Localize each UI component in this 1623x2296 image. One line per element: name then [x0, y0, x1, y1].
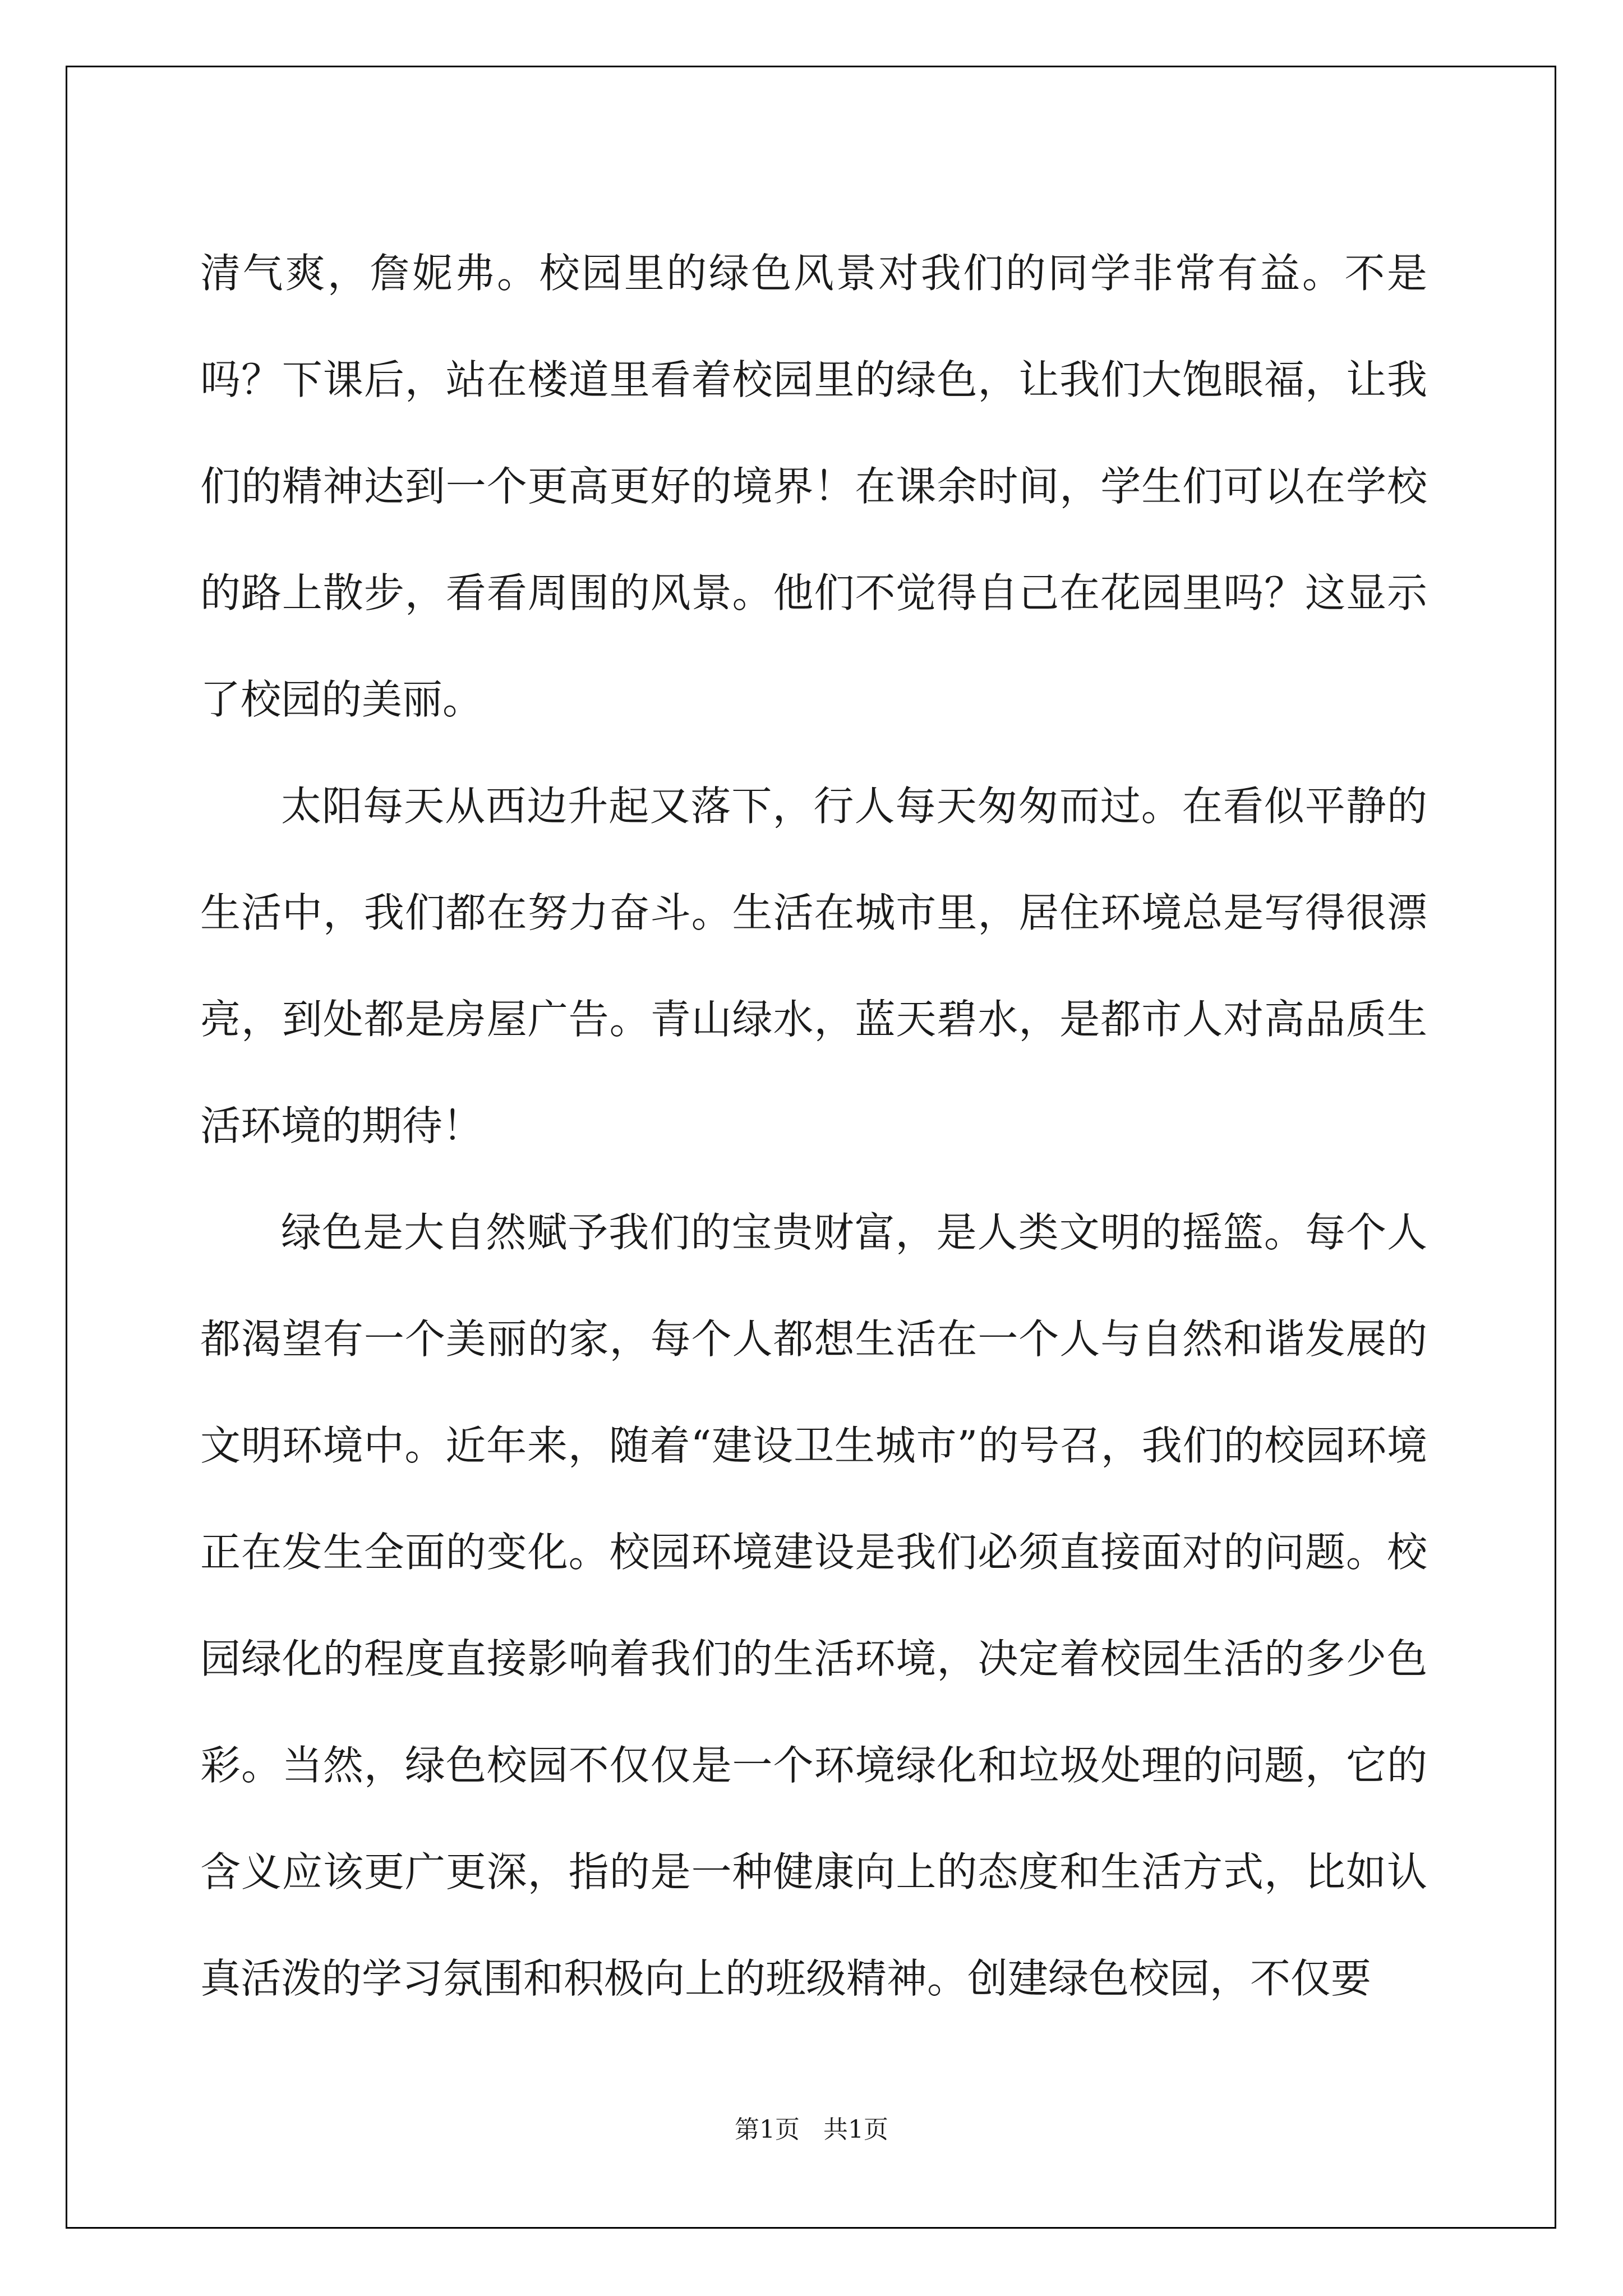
- paragraph-2: 太阳每天从西边升起又落下，行人每天匆匆而过。在看似平静的生活中，我们都在努力奋斗。生活在城市里，居住环境总是写得很漂亮，到处都是房屋广告。青山绿水，蓝天碧水，是都市人对高品质生活环境的期待！: [200, 783, 1427, 1149]
- page-footer: 第1页 共1页: [735, 2115, 888, 2144]
- document-body: [200, 220, 1427, 2032]
- paragraph-1: 清气爽，詹妮弗。校园里的绿色风景对我们的同学非常有益。不是吗？下课后，站在楼道里看着校园里的绿色，让我们大饱眼福，让我们的精神达到一个更高更好的境界！在课余时间，学生们可以在学校的路上散步，看看周围的风景。他们不觉得自己在花园里吗？这显示了校园的美丽。: [200, 250, 1427, 723]
- paragraph-3: 绿色是大自然赋予我们的宝贵财富，是人类文明的摇篮。每个人都渴望有一个美丽的家，每个人都想生活在一个人与自然和谐发展的文明环境中。近年来，随着“建设卫生城市”的号召，我们的校园环境正在发生全面的变化。校园环境建设是我们必须直接面对的问题。校园绿化的程度直接影响着我们的生活环境，决定着校园生活的多少色彩。当然，绿色校园不仅仅是一个环境绿化和垃圾处理的问题，它的含义应该更广更深，指的是一种健康向上的态度和生活方式，比如认真活泼的学习氛围和积极向上的班级精神。创建绿色校园，不仅要: [200, 1209, 1427, 2002]
